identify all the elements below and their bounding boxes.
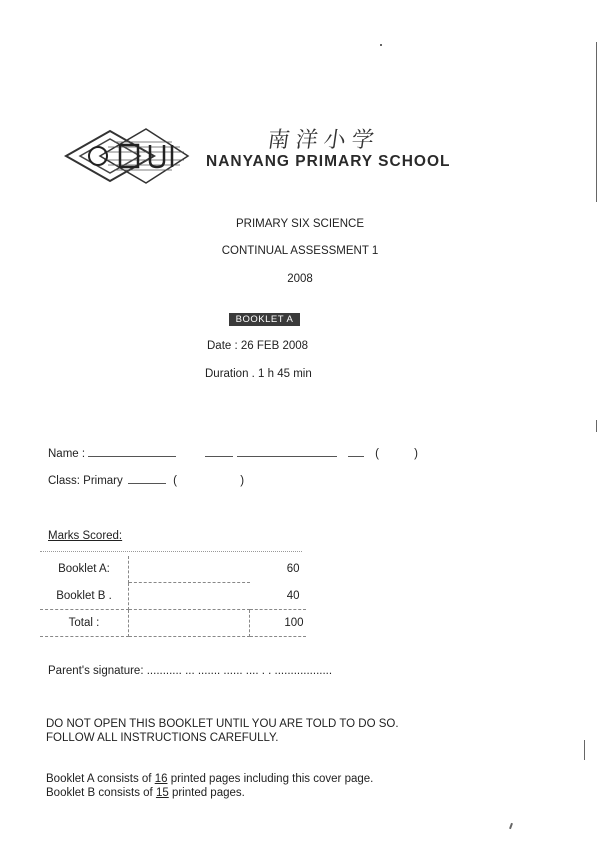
- instruction-line-1: DO NOT OPEN THIS BOOKLET UNTIL YOU ARE TOLD TO DO SO.: [46, 718, 399, 730]
- exam-date: [207, 340, 308, 352]
- table-row: [40, 583, 306, 610]
- name-label: Name :: [48, 448, 86, 460]
- school-name-chinese: 南洋小学: [265, 128, 382, 153]
- scan-edge-mark: [584, 740, 585, 760]
- date-label: Date :: [207, 340, 238, 352]
- booklet-a-suffix: printed pages including this cover page.: [170, 773, 374, 785]
- exam-duration: Duration . 1 h 45 min: [205, 368, 312, 380]
- booklet-b-count: 15: [155, 787, 169, 799]
- date-value: 26 FEB 2008: [240, 340, 309, 352]
- marks-score-cell[interactable]: [129, 610, 250, 637]
- name-field-line[interactable]: [88, 455, 176, 457]
- marks-table: [40, 556, 306, 637]
- marks-score-cell[interactable]: [129, 556, 250, 583]
- class-paren-close: ): [240, 475, 245, 487]
- marks-row-max: 40: [250, 583, 306, 610]
- school-logo: [62, 127, 192, 185]
- marks-row-max: 60: [286, 563, 300, 576]
- instruction-line-2: FOLLOW ALL INSTRUCTIONS CAREFULLY.: [46, 732, 279, 744]
- name-field-line-2: [205, 455, 233, 457]
- exam-subject: PRIMARY SIX SCIENCE: [235, 218, 365, 230]
- table-row: [40, 556, 306, 583]
- booklet-a-prefix: Booklet A consists of: [46, 773, 152, 785]
- booklet-b-suffix: printed pages.: [171, 787, 245, 799]
- school-name: NANYANG PRIMARY SCHOOL: [206, 153, 451, 170]
- name-row: [48, 448, 418, 460]
- signature-dots[interactable]: ........... ... ....... ...... .... . . ..................: [146, 665, 333, 677]
- signature-label: Parent's signature:: [48, 665, 144, 677]
- booklet-b-prefix: Booklet B consists of: [46, 787, 153, 799]
- scan-edge-mark: [596, 42, 597, 202]
- class-paren-open: (: [173, 475, 178, 487]
- class-field-line[interactable]: [128, 482, 166, 484]
- marks-row-max: 100: [250, 610, 306, 637]
- scan-speck: [380, 44, 382, 46]
- exam-assessment: CONTINUAL ASSESSMENT 1: [221, 245, 379, 257]
- marks-row-label: Total :: [40, 610, 129, 637]
- index-paren-close: ): [414, 448, 418, 460]
- name-field-line-4: [348, 455, 364, 457]
- booklet-label: BOOKLET A: [229, 313, 300, 326]
- marks-score-cell[interactable]: [129, 583, 250, 610]
- scan-edge-mark: [596, 420, 597, 432]
- booklet-b-pages: [46, 787, 245, 799]
- booklet-a-count: 16: [154, 773, 168, 785]
- name-field-line-3: [237, 455, 337, 457]
- exam-year: 2008: [287, 273, 313, 285]
- booklet-a-pages: [46, 773, 373, 785]
- class-label: Class: Primary: [48, 475, 123, 487]
- marks-heading: Marks Scored:: [48, 530, 123, 542]
- scan-speck: [509, 823, 513, 829]
- index-paren-open: (: [375, 448, 379, 460]
- signature-row: [48, 665, 332, 677]
- marks-top-border: [40, 551, 302, 552]
- table-row: [40, 610, 306, 637]
- marks-row-label: Booklet A:: [40, 556, 129, 583]
- class-row: [48, 475, 244, 487]
- marks-row-label: Booklet B .: [40, 583, 129, 610]
